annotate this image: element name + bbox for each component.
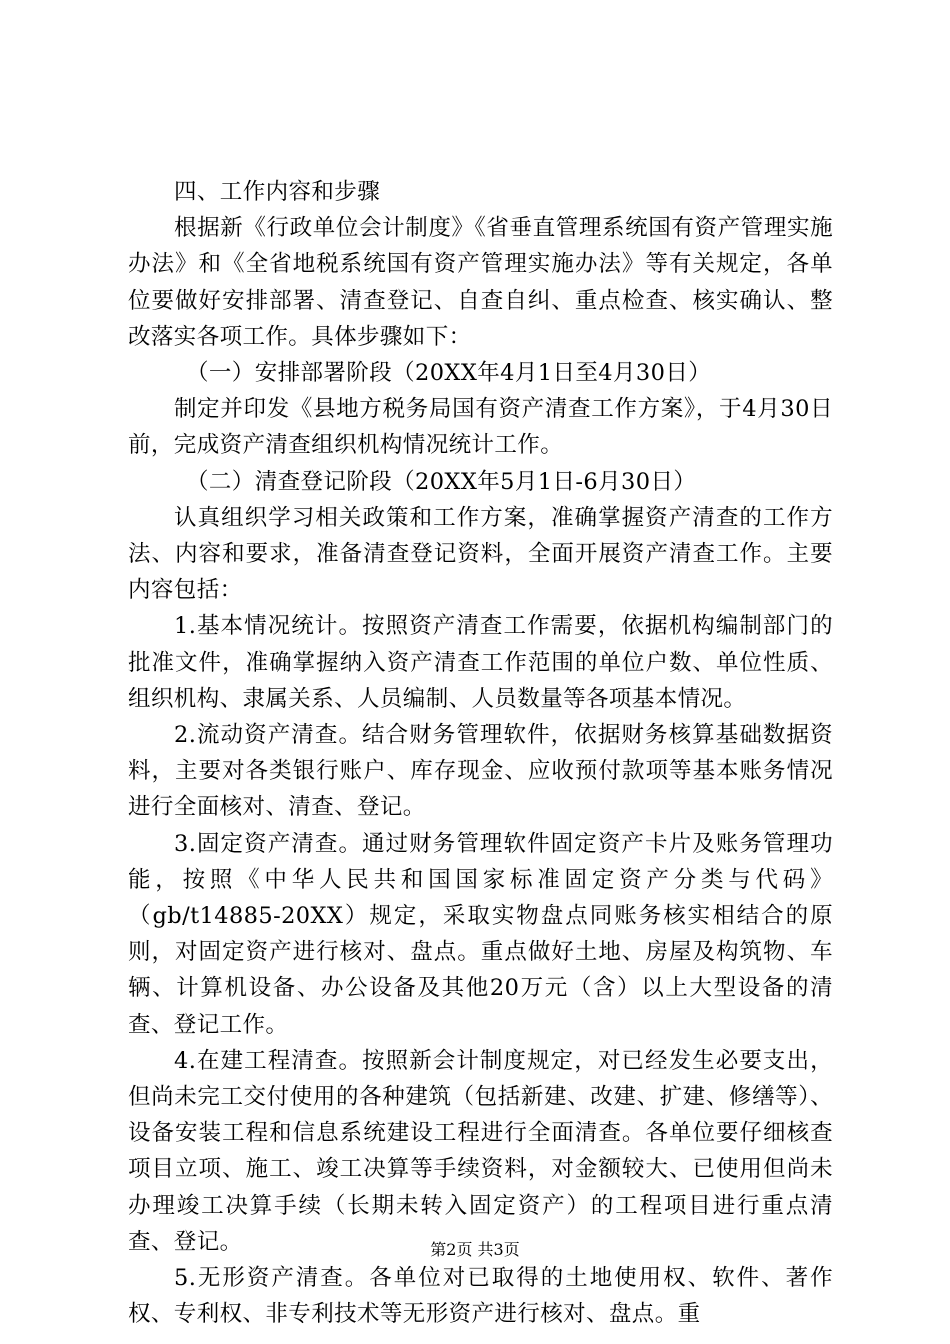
stage2-heading: （二）清查登记阶段（20XX年5月1日-6月30日）: [186, 468, 697, 495]
stage1-heading: （一）安排部署阶段（20XX年4月1日至4月30日）: [186, 360, 712, 387]
paragraph-intro: 根据新《行政单位会计制度》《省垂直管理系统国有资产管理实施办法》和《全省地税系统国有资产管理实施办法》等有关规定，各单位要做好安排部署、清查登记、自查自纠、重点检查、核实确认、整改落实各项工作。具体步骤如下：: [128, 215, 833, 350]
page-footer: 第2页 共3页: [430, 1240, 520, 1259]
paragraph-stage2: 认真组织学习相关政策和工作方案，准确掌握资产清查的工作方法、内容和要求，准备清查登记资料，全面开展资产清查工作。主要内容包括：: [128, 504, 833, 604]
document-body: [128, 174, 833, 1333]
section-heading: 四、工作内容和步骤: [174, 179, 381, 205]
list-item-basic-info: 1.基本情况统计。按照资产清查工作需要，依据机构编制部门的批准文件，准确掌握纳入资产清查工作范围的单位户数、单位性质、组织机构、隶属关系、人员编制、人员数量等各项基本情况。: [128, 613, 833, 712]
paragraph-stage1: 制定并印发《县地方税务局国有资产清查工作方案》，于4月30日前，完成资产清查组织机构情况统计工作。: [128, 396, 833, 459]
list-item-current-assets: 2.流动资产清查。结合财务管理软件，依据财务核算基础数据资料，主要对各类银行账户、库存现金、应收预付款项等基本账务情况进行全面核对、清查、登记。: [128, 722, 833, 821]
list-item-construction: 4.在建工程清查。按照新会计制度规定，对已经发生必要支出，但尚未完工交付使用的各种建筑（包括新建、改建、扩建、修缮等）、设备安装工程和信息系统建设工程进行全面清查。各单位要仔细核查项目立项、施工、竣工决算等手续资料，对金额较大、已使用但尚未办理竣工决算手续（长期未转入固定资产）的工程项目进行重点清查、登记。: [128, 1047, 833, 1255]
list-item-intangible-assets: 5.无形资产清查。各单位对已取得的土地使用权、软件、著作权、专利权、非专利技术等无形资产进行核对、盘点。重: [128, 1265, 833, 1328]
list-item-fixed-assets: 3.固定资产清查。通过财务管理软件固定资产卡片及账务管理功能，按照《中华人民共和国国家标准固定资产分类与代码》（gb/t14885-20XX）规定，采取实物盘点同账务核实相结合的原则，对固定资产进行核对、盘点。重点做好土地、房屋及构筑物、车辆、计算机设备、办公设备及其他20万元（含）以上大型设备的清查、登记工作。: [128, 830, 833, 1038]
